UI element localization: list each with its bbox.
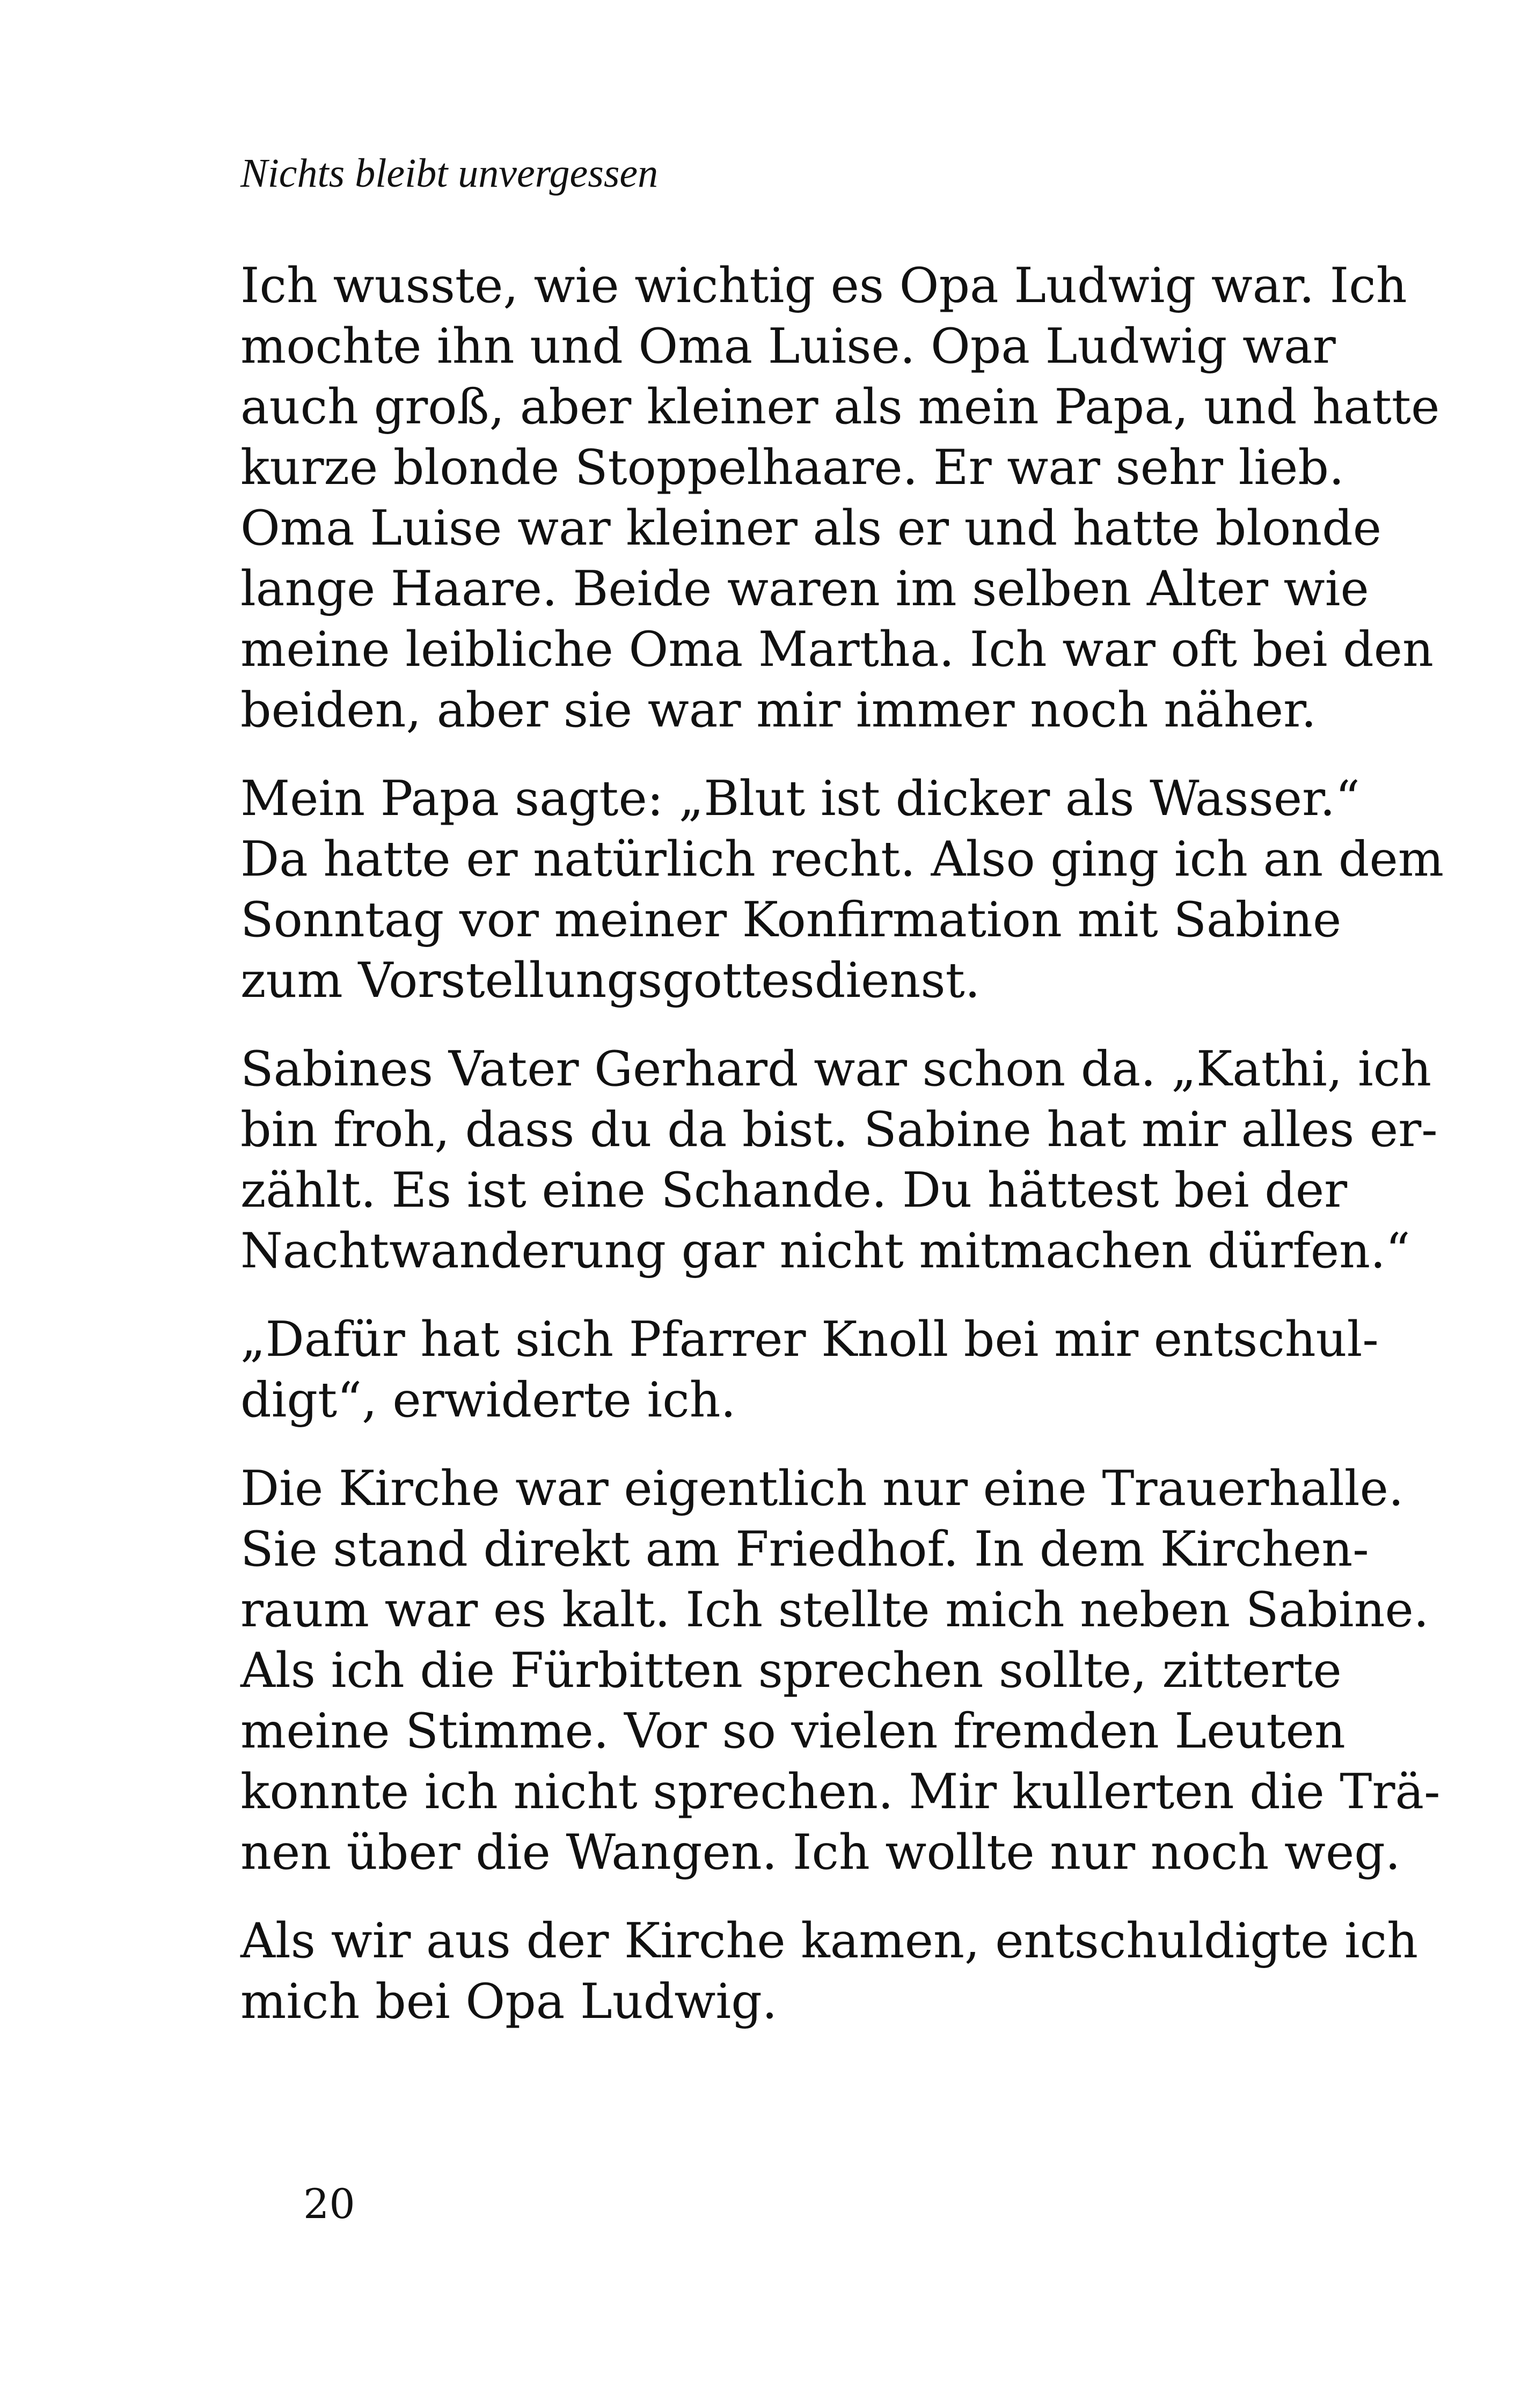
paragraph [240, 1039, 1438, 1281]
text-line: lange Haare. Beide waren im selben Alter wie [240, 561, 1369, 617]
text-line: mochte ihn und Oma Luise. Opa Ludwig war [240, 318, 1336, 375]
text-line: Die Kirche war eigentlich nur eine Trauerhalle. [240, 1460, 1404, 1517]
text-line: zum Vorstellungsgottesdienst. [240, 952, 981, 1009]
text-line: mich bei Opa Ludwig. [240, 1973, 778, 2030]
text-line: kurze blonde Stoppelhaare. Er war sehr lieb. [240, 439, 1344, 496]
running-header: Nichts bleibt unvergessen [240, 151, 659, 196]
text-line: digt“, erwiderte ich. [240, 1372, 736, 1428]
text-line: beiden, aber sie war mir immer noch näher. [240, 682, 1317, 738]
text-line: Nachtwanderung gar nicht mitmachen dürfen.“ [240, 1223, 1410, 1279]
body-text [240, 255, 1444, 2060]
text-line: raum war es kalt. Ich stellte mich neben Sabine. [240, 1582, 1429, 1638]
text-line: „Dafür hat sich Pfarrer Knoll bei mir entschul- [240, 1311, 1379, 1368]
text-line: meine Stimme. Vor so vielen fremden Leuten [240, 1703, 1346, 1759]
text-line: Als ich die Fürbitten sprechen sollte, zitterte [240, 1642, 1342, 1699]
text-line: Sabines Vater Gerhard war schon da. „Kathi, ich [240, 1041, 1432, 1097]
text-line: Oma Luise war kleiner als er und hatte blonde [240, 500, 1382, 556]
text-line: Sie stand direkt am Friedhof. In dem Kirchen- [240, 1521, 1369, 1577]
text-line: Da hatte er natürlich recht. Also ging ich an dem [240, 831, 1444, 887]
text-line: Sonntag vor meiner Konfirmation mit Sabine [240, 892, 1342, 948]
text-line: zählt. Es ist eine Schande. Du hättest bei der [240, 1162, 1348, 1218]
text-line: bin froh, dass du da bist. Sabine hat mir alles er- [240, 1102, 1438, 1158]
page-number: 20 [303, 2180, 355, 2228]
paragraph [240, 768, 1444, 1011]
text-line: meine leibliche Oma Martha. Ich war oft bei den [240, 621, 1434, 678]
text-line: nen über die Wangen. Ich wollte nur noch weg. [240, 1824, 1401, 1881]
text-line: Als wir aus der Kirche kamen, entschuldigte ich [240, 1913, 1418, 1969]
text-line: Mein Papa sagte: „Blut ist dicker als Wasser.“ [240, 770, 1360, 827]
paragraph [240, 1458, 1440, 1883]
text-line: konnte ich nicht sprechen. Mir kullerten die Trä- [240, 1764, 1440, 1820]
text-line: Ich wusste, wie wichtig es Opa Ludwig war. Ich [240, 258, 1407, 314]
text-line: auch groß, aber kleiner als mein Papa, und hatte [240, 379, 1440, 435]
paragraph [240, 1309, 1379, 1430]
paragraph [240, 255, 1440, 740]
paragraph [240, 1911, 1418, 2032]
